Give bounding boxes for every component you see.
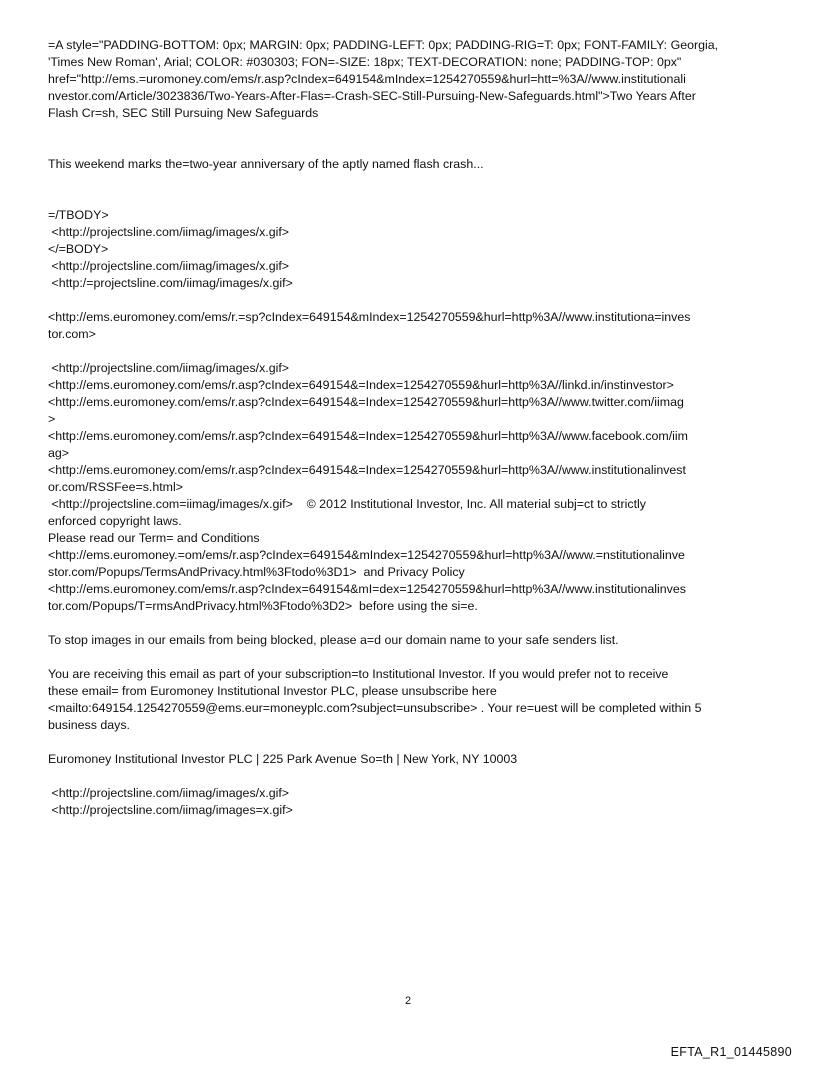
image-link: <http:/=projectsline.com/iimag/images/x.gif>: [48, 276, 293, 290]
subscription-notice: these email= from Euromoney Institutional Investor PLC, please unsubscribe here: [48, 684, 497, 698]
company-address: Euromoney Institutional Investor PLC | 225 Park Avenue So=th | New York, NY 10003: [48, 752, 518, 766]
rss-link: or.com/RSSFee=s.html>: [48, 480, 183, 494]
image-link: <http://projectsline.com/iimag/images=x.gif>: [48, 803, 293, 817]
rss-link: <http://ems.euromoney.com/ems/r.asp?cIndex=649154&=Index=1254270559&hurl=http%3A//www.institutionalinvest: [48, 463, 686, 477]
bates-number: EFTA_R1_01445890: [670, 1045, 792, 1059]
image-link: <http://projectsline.com/iimag/images/x.gif>: [48, 225, 290, 239]
article-teaser: This weekend marks the=two-year anniversary of the aptly named flash crash...: [48, 157, 484, 171]
html-anchor-fragment: 'Times New Roman', Arial; COLOR: #030303; FON=-SIZE: 18px; TEXT-DECORATION: none; PADDING-TOP: 0px": [48, 55, 682, 69]
tracking-link: <http://ems.euromoney.com/ems/r.=sp?cIndex=649154&mIndex=1254270559&hurl=http%3A//www.institutiona=inves: [48, 310, 691, 324]
image-link: <http://projectsline.com/iimag/images/x.gif>: [48, 786, 290, 800]
image-link: <http://projectsline.com/iimag/images/x.gif>: [48, 361, 290, 375]
facebook-link: <http://ems.euromoney.com/ems/r.asp?cIndex=649154&=Index=1254270559&hurl=http%3A//www.facebook.com/iim: [48, 429, 688, 443]
copyright-notice: <http://projectsline.com=iimag/images/x.gif> © 2012 Institutional Investor, Inc. All material subj=ct to strictly: [48, 497, 646, 511]
privacy-link: tor.com/Popups/T=rmsAndPrivacy.html%3Ftodo%3D2> before using the si=e.: [48, 599, 478, 613]
subscription-notice: You are receiving this email as part of your subscription=to Institutional Investor. If you would prefer not to receive: [48, 667, 669, 681]
unsubscribe-link: <mailto:649154.1254270559@ems.eur=moneyplc.com?subject=unsubscribe> . Your re=uest will be completed within 5: [48, 701, 702, 715]
markup-fragment: =/TBODY>: [48, 208, 109, 222]
terms-link: <http://ems.euromoney.=om/ems/r.asp?cIndex=649154&mIndex=1254270559&hurl=http%3A//www.=nstitutionalinve: [48, 548, 685, 562]
markup-fragment: </=BODY>: [48, 242, 109, 256]
article-title-fragment: Flash Cr=sh, SEC Still Pursuing New Safeguards: [48, 106, 319, 120]
page-number: 2: [404, 995, 412, 1007]
copyright-notice: enforced copyright laws.: [48, 514, 182, 528]
terms-link: stor.com/Popups/TermsAndPrivacy.html%3Ftodo%3D1> and Privacy Policy: [48, 565, 465, 579]
tracking-link: tor.com>: [48, 327, 96, 341]
html-anchor-fragment: href="http://ems.=uromoney.com/ems/r.asp?cIndex=649154&mIndex=1254270559&hurl=htt=%3A//www.institutionali: [48, 72, 686, 86]
facebook-link: ag>: [48, 446, 70, 460]
html-anchor-fragment: nvestor.com/Article/3023836/Two-Years-After-Flas=-Crash-SEC-Still-Pursuing-New-Safeguards.html">Two Years After: [48, 89, 696, 103]
twitter-link: >: [48, 412, 56, 426]
terms-notice: Please read our Term= and Conditions: [48, 531, 260, 545]
safe-senders-notice: To stop images in our emails from being blocked, please a=d our domain name to your safe senders list.: [48, 633, 619, 647]
twitter-link: <http://ems.euromoney.com/ems/r.asp?cIndex=649154&=Index=1254270559&hurl=http%3A//www.twitter.com/iimag: [48, 395, 684, 409]
document-body: [48, 37, 772, 819]
html-anchor-fragment: =A style="PADDING-BOTTOM: 0px; MARGIN: 0px; PADDING-LEFT: 0px; PADDING-RIG=T: 0px; FONT-FAMILY: Georgia,: [48, 38, 719, 52]
image-link: <http://projectsline.com/iimag/images/x.gif>: [48, 259, 290, 273]
subscription-notice: business days.: [48, 718, 130, 732]
privacy-link: <http://ems.euromoney.com/ems/r.asp?cIndex=649154&mI=dex=1254270559&hurl=http%3A//www.institutionalinves: [48, 582, 686, 596]
linkedin-link: <http://ems.euromoney.com/ems/r.asp?cIndex=649154&=Index=1254270559&hurl=http%3A//linkd.in/instinvestor>: [48, 378, 674, 392]
